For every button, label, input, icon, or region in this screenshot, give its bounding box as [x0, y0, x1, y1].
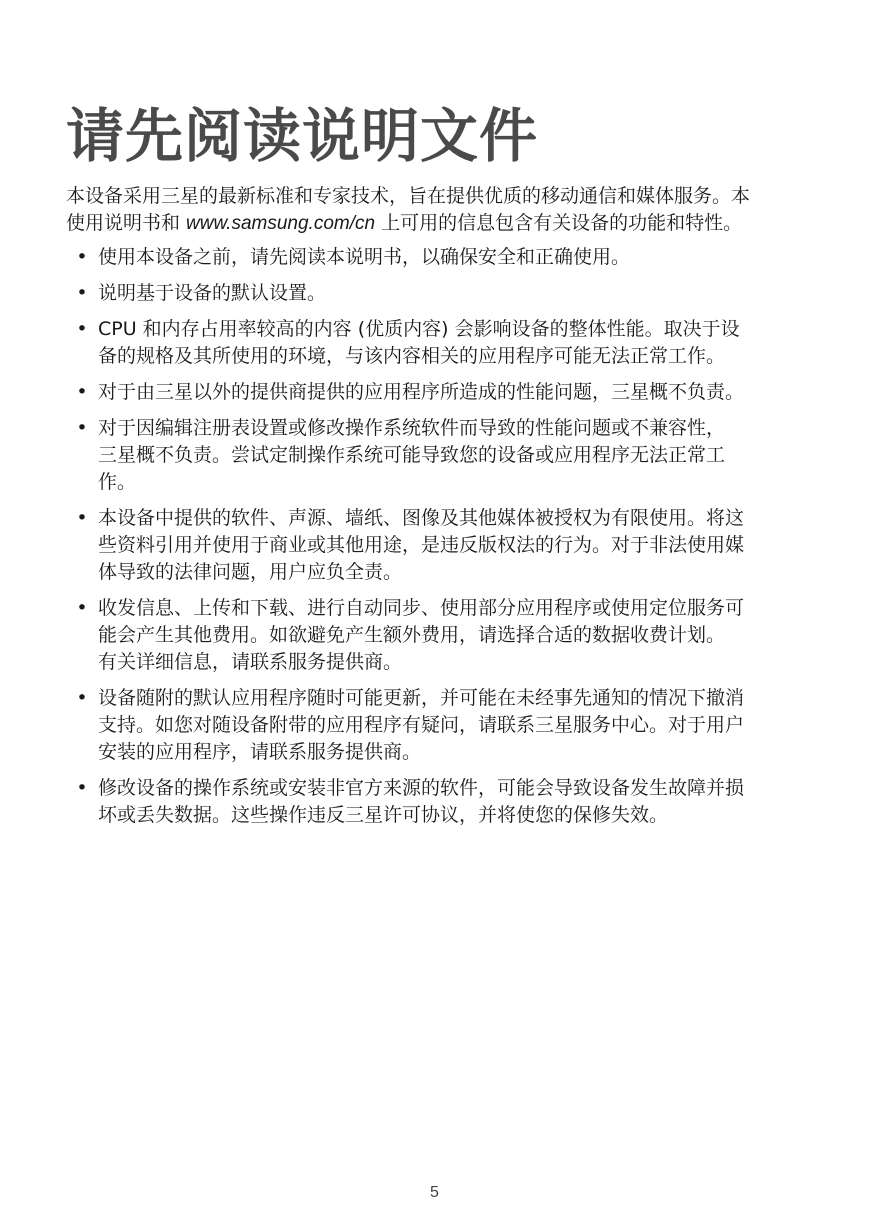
samsung-url: www.samsung.com/cn: [186, 213, 376, 234]
list-item-text-line: 设备随附的默认应用程序随时可能更新，并可能在未经事先通知的情况下撤消: [98, 687, 745, 709]
list-item-text-line: 对于因编辑注册表设置或修改操作系统软件而导致的性能问题或不兼容性，: [98, 417, 726, 439]
list-item-text-line: 三星概不负责。尝试定制操作系统可能导致您的设备或应用程序无法正常工: [98, 444, 726, 466]
list-item-text-line: 安装的应用程序，请联系服务提供商。: [98, 741, 422, 763]
bullet-icon: •: [76, 381, 88, 403]
list-item: [66, 280, 806, 307]
bullet-icon: •: [76, 687, 88, 709]
list-item-text-line: 体导致的法律问题，用户应负全责。: [98, 561, 403, 583]
list-item-text-line: 能会产生其他费用。如欲避免产生额外费用，请选择合适的数据收费计划。: [98, 624, 726, 646]
list-item-text-line: 些资料引用并使用于商业或其他用途，是违反版权法的行为。对于非法使用媒: [98, 534, 745, 556]
list-item-text-line: 备的规格及其所使用的环境，与该内容相关的应用程序可能无法正常工作。: [98, 345, 726, 367]
bullet-list: [66, 244, 806, 838]
list-item: [66, 505, 806, 586]
list-item: [66, 685, 806, 766]
list-item-text-line: 支持。如您对随设备附带的应用程序有疑问，请联系三星服务中心。对于用户: [98, 714, 745, 736]
bullet-icon: •: [76, 777, 88, 799]
intro-line-2-before: 使用说明书和: [66, 212, 187, 234]
list-item-text-line: CPU 和内存占用率较高的内容 (优质内容) 会影响设备的整体性能。取决于设: [98, 318, 740, 340]
bullet-icon: •: [76, 417, 88, 439]
list-item-text-line: 有关详细信息，请联系服务提供商。: [98, 651, 403, 673]
list-item: [66, 415, 806, 496]
list-item: [66, 244, 806, 271]
list-item: [66, 379, 806, 406]
list-item-text-line: 坏或丢失数据。这些操作违反三星许可协议，并将使您的保修失效。: [98, 804, 669, 826]
bullet-icon: •: [76, 597, 88, 619]
list-item: [66, 595, 806, 676]
list-item-text-line: 说明基于设备的默认设置。: [98, 282, 327, 304]
bullet-icon: •: [76, 318, 88, 340]
list-item-text-line: 修改设备的操作系统或安装非官方来源的软件，可能会导致设备发生故障并损: [98, 777, 745, 799]
list-item-text-line: 使用本设备之前，请先阅读本说明书，以确保安全和正确使用。: [98, 246, 631, 268]
intro-paragraph: [66, 183, 811, 237]
list-item-text-line: 作。: [98, 471, 137, 493]
page-number: 5: [430, 1184, 439, 1201]
list-item: [66, 775, 806, 829]
page-title: 请先阅读说明文件: [66, 102, 539, 170]
list-item-text-line: 收发信息、上传和下载、进行自动同步、使用部分应用程序或使用定位服务可: [98, 597, 745, 619]
bullet-icon: •: [76, 282, 88, 304]
bullet-icon: •: [76, 246, 88, 268]
list-item-text-line: 本设备中提供的软件、声源、墙纸、图像及其他媒体被授权为有限使用。将这: [98, 507, 745, 529]
list-item-text-line: 对于由三星以外的提供商提供的应用程序所造成的性能问题，三星概不负责。: [98, 381, 745, 403]
intro-line-1: 本设备采用三星的最新标准和专家技术，旨在提供优质的移动通信和媒体服务。本: [66, 185, 751, 207]
list-item: [66, 316, 806, 370]
bullet-icon: •: [76, 507, 88, 529]
intro-line-2-after: 上可用的信息包含有关设备的功能和特性。: [375, 212, 743, 234]
